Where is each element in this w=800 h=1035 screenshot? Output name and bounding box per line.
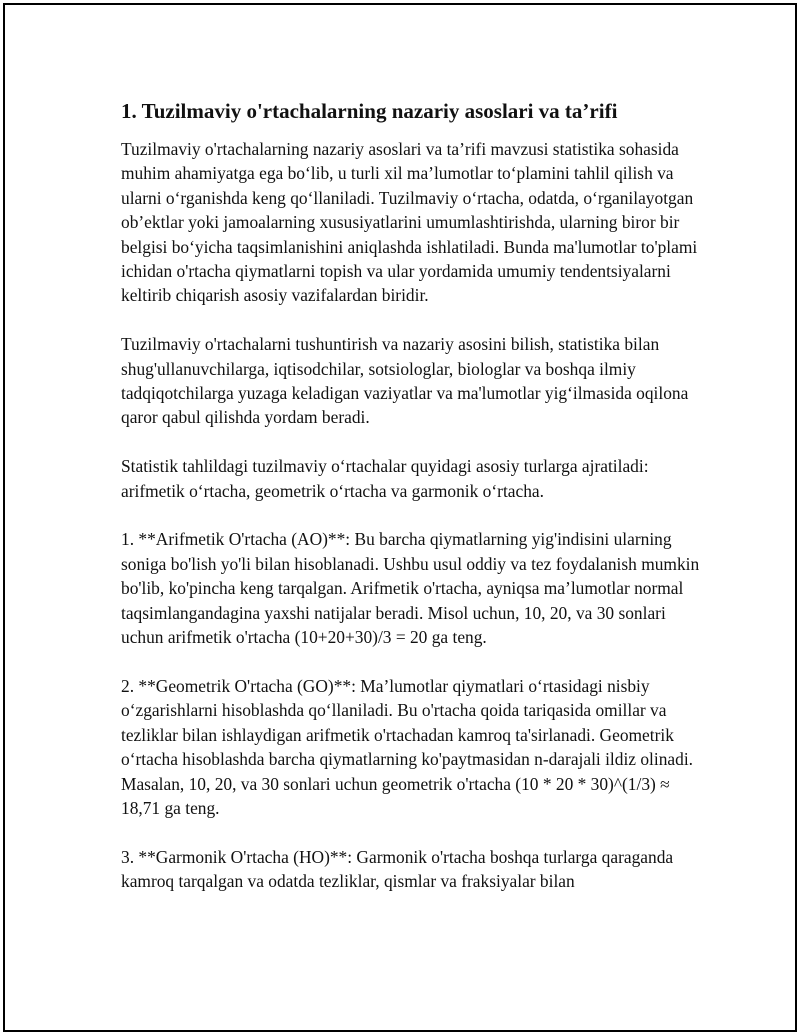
section-heading: 1. Tuzilmaviy o'rtachalarning nazariy asoslari va ta’rifi: [121, 99, 618, 123]
paragraph-harmonic-mean: 3. **Garmonik O'rtacha (HO)**: Garmonik o'rtacha boshqa turlarga qaraganda kamroq tarqalgan va odatda tezliklar, qismlar va fraksiyalar bilan: [121, 846, 674, 892]
paragraph-intro: Tuzilmaviy o'rtachalarning nazariy asoslari va ta’rifi mavzusi statistika sohasida muhim ahamiyatga ega bo‘lib, u turli xil ma’lumotlar to‘plamini tahlil qilish va ularni o‘rganishda keng qo‘llaniladi. Tuzilmaviy o‘rtacha, odatda, o‘rganilayotgan ob’ektlar yoki jamoalarning xususiyatlarini umumlashtirishda, ularning biror bir belgisi bo‘yicha taqsimlanishini aniqlashda ishlatiladi. Bunda ma'lumotlar to'plami ichidan o'rtacha qiymatlarni topish va ular yordamida umumiy tendentsiyalarni keltirib chiqarish asosiy vazifalardan biridir.: [121, 139, 698, 306]
paragraph-arithmetic-mean: 1. **Arifmetik O'rtacha (AO)**: Bu barcha qiymatlarning yig'indisini ularning soniga bo'lish yo'li bilan hisoblanadi. Ushbu usul oddiy va tez foydalanish mumkin bo'lib, ko'pincha keng tarqalgan. Arifmetik o'rtacha, ayniqsa ma’lumotlar normal taqsimlangandagina yaxshi natijalar beradi. Misol uchun, 10, 20, va 30 sonlari uchun arifmetik o'rtacha (10+20+30)/3 = 20 ga teng.: [121, 529, 700, 648]
paragraph-purpose: Tuzilmaviy o'rtachalarni tushuntirish va nazariy asosini bilish, statistika bilan shug'ullanuvchilarga, iqtisodchilar, sotsiologlar, biologlar va boshqa ilmiy tadqiqotchilarga yuzaga keladigan vaziyatlar va ma'lumotlar yig‘ilmasida oqilona qaror qabul qilishda yordam beradi.: [121, 334, 689, 428]
paragraph-geometric-mean: 2. **Geometrik O'rtacha (GO)**: Ma’lumotlar qiymatlari o‘rtasidagi nisbiy o‘zgarishlarni hisoblashda qo‘llaniladi. Bu o'rtacha qoida tariqasida omillar va tezliklar bilan ishlaydigan arifmetik o'rtachadan kamroq ta'sirlanadi. Geometrik o‘rtacha hisoblashda barcha qiymatlarning ko'paytmasidan n-darajali ildiz olinadi. Masalan, 10, 20, va 30 sonlari uchun geometrik o'rtacha (10 * 20 * 30)^(1/3) ≈ 18,71 ga teng.: [121, 675, 694, 818]
page-frame: [3, 3, 797, 1032]
paragraph-types: Statistik tahlildagi tuzilmaviy o‘rtachalar quyidagi asosiy turlarga ajratiladi: arifmetik o‘rtacha, geometrik o‘rtacha va garmonik o‘rtacha.: [121, 456, 649, 501]
document-body: [121, 97, 701, 918]
